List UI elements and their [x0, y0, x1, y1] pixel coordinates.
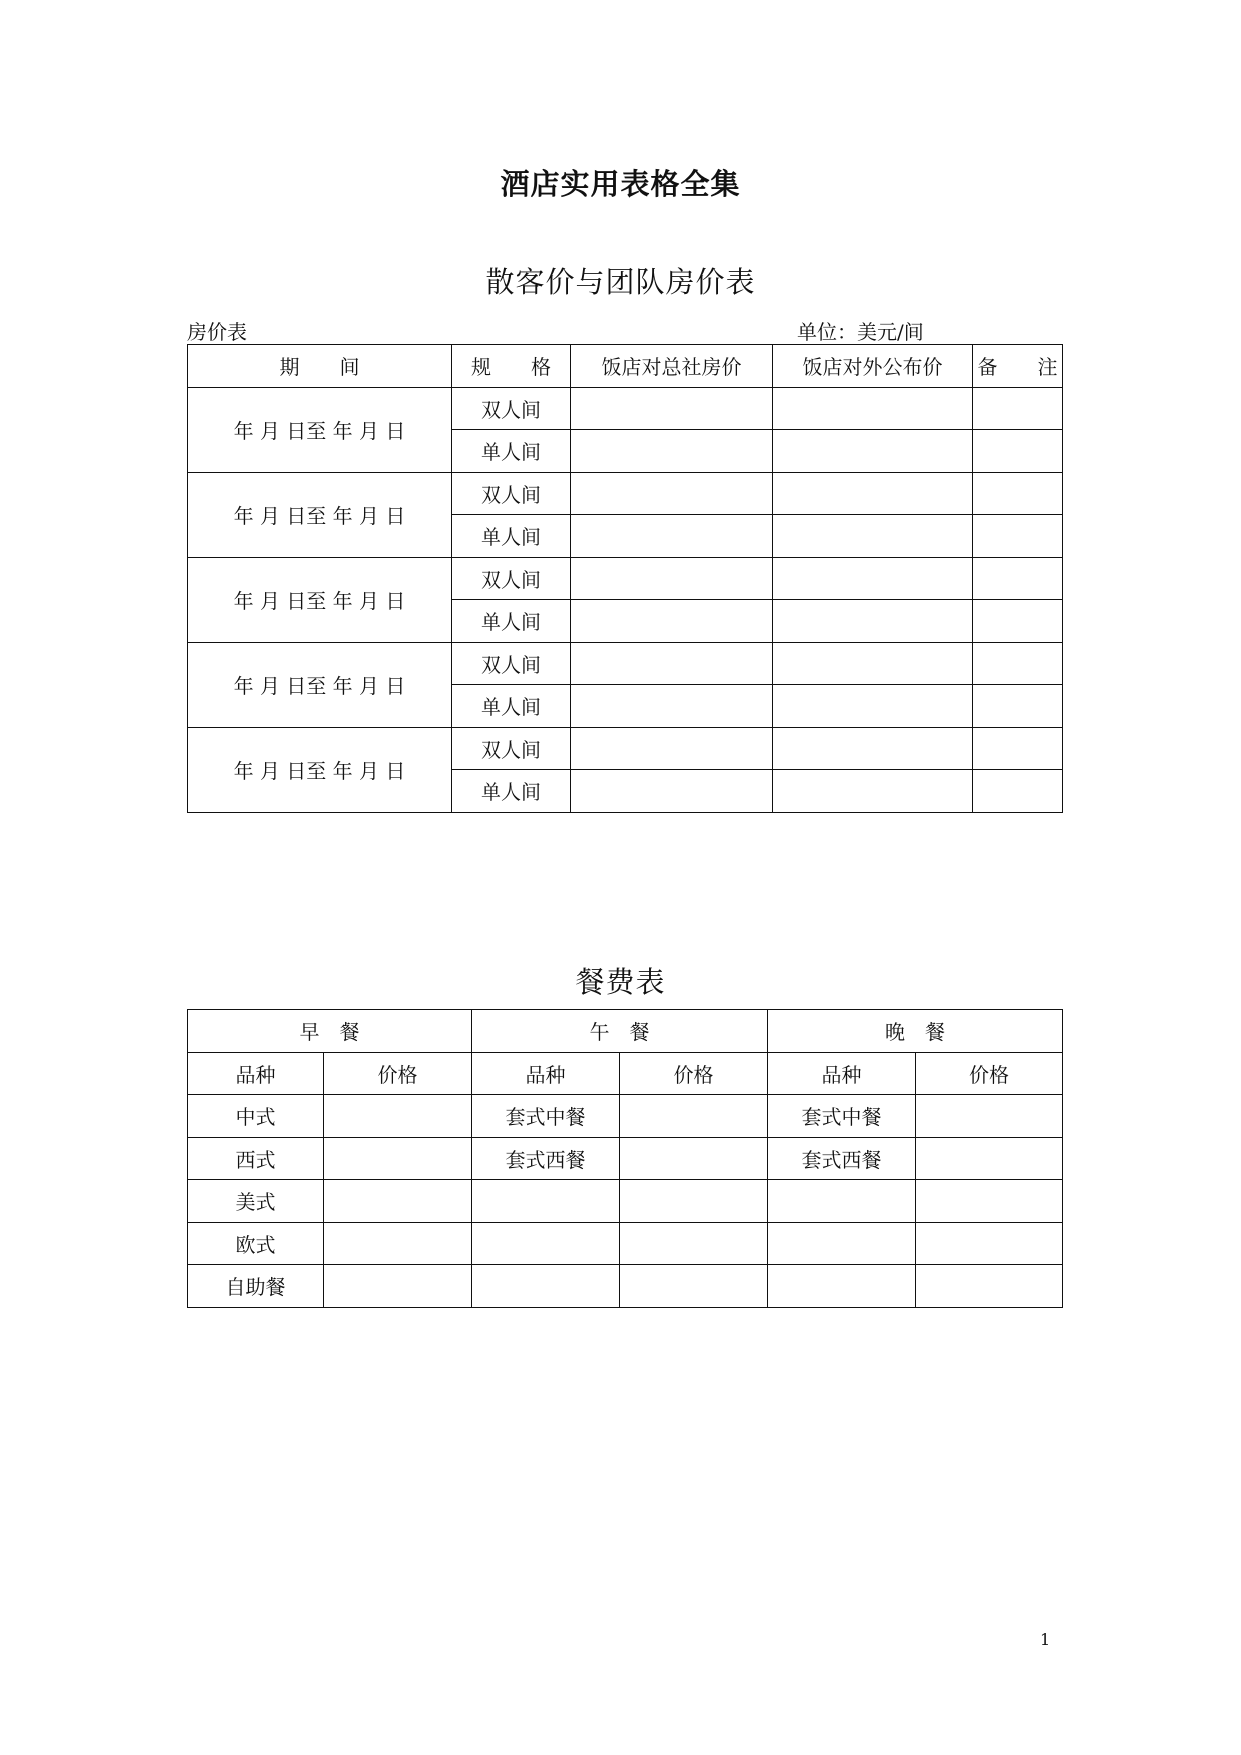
page-number: 1 [1040, 1630, 1051, 1649]
meal-item-cell: 美式 [188, 1180, 324, 1223]
meal-item-cell [472, 1180, 620, 1223]
table-row [188, 642, 1063, 685]
meal-fee-table-title: 餐费表 [575, 965, 666, 999]
dinner-header: 晚 餐 [768, 1010, 1063, 1053]
published-rate-cell [773, 472, 973, 515]
item-column-header: 品种 [188, 1052, 324, 1095]
meal-item-cell [768, 1180, 916, 1223]
meal-item-cell [768, 1222, 916, 1265]
agency-rate-cell [571, 557, 773, 600]
agency-rate-cell [571, 430, 773, 473]
room-type-cell: 单人间 [452, 515, 571, 558]
table-row [188, 387, 1063, 430]
meal-item-cell [768, 1265, 916, 1308]
room-type-cell: 单人间 [452, 600, 571, 643]
published-rate-cell [773, 685, 973, 728]
column-header: 备 注 [973, 345, 1063, 388]
meal-subheader-row [188, 1052, 1063, 1095]
column-header: 期 间 [188, 345, 452, 388]
agency-rate-cell [571, 387, 773, 430]
meal-item-cell: 中式 [188, 1095, 324, 1138]
meal-item-cell [472, 1265, 620, 1308]
room-type-cell: 单人间 [452, 430, 571, 473]
published-rate-cell [773, 387, 973, 430]
published-rate-cell [773, 430, 973, 473]
remarks-cell [973, 557, 1063, 600]
price-column-header: 价格 [916, 1052, 1063, 1095]
page-title: 酒店实用表格全集 [500, 167, 741, 201]
meal-item-cell [472, 1222, 620, 1265]
remarks-cell [973, 600, 1063, 643]
item-column-header: 品种 [472, 1052, 620, 1095]
meal-price-cell [620, 1095, 768, 1138]
meal-price-cell [620, 1222, 768, 1265]
meal-price-cell [916, 1137, 1063, 1180]
meal-price-cell [916, 1222, 1063, 1265]
period-cell: 年 月 日至 年 月 日 [188, 387, 452, 472]
meal-item-cell: 套式中餐 [768, 1095, 916, 1138]
meal-price-cell [916, 1095, 1063, 1138]
column-header: 饭店对外公布价 [773, 345, 973, 388]
room-rate-table [187, 344, 1063, 813]
breakfast-header: 早 餐 [188, 1010, 472, 1053]
room-type-cell: 双人间 [452, 642, 571, 685]
meal-item-cell: 套式西餐 [768, 1137, 916, 1180]
meal-price-cell [324, 1095, 472, 1138]
meal-price-cell [324, 1265, 472, 1308]
published-rate-cell [773, 515, 973, 558]
remarks-cell [973, 387, 1063, 430]
meal-price-cell [324, 1180, 472, 1223]
column-header: 饭店对总社房价 [571, 345, 773, 388]
meal-price-cell [620, 1180, 768, 1223]
period-cell: 年 月 日至 年 月 日 [188, 557, 452, 642]
remarks-cell [973, 727, 1063, 770]
published-rate-cell [773, 642, 973, 685]
meal-price-cell [916, 1265, 1063, 1308]
table-row [188, 1222, 1063, 1265]
price-column-header: 价格 [324, 1052, 472, 1095]
agency-rate-cell [571, 472, 773, 515]
table-row [188, 557, 1063, 600]
period-cell: 年 月 日至 年 月 日 [188, 472, 452, 557]
published-rate-cell [773, 727, 973, 770]
published-rate-cell [773, 600, 973, 643]
room-type-cell: 单人间 [452, 685, 571, 728]
meal-fee-table [187, 1009, 1063, 1308]
room-rate-caption: 房价表 [187, 320, 247, 344]
published-rate-cell [773, 557, 973, 600]
meal-item-cell: 套式西餐 [472, 1137, 620, 1180]
agency-rate-cell [571, 642, 773, 685]
item-column-header: 品种 [768, 1052, 916, 1095]
table-row [188, 727, 1063, 770]
remarks-cell [973, 430, 1063, 473]
lunch-header: 午 餐 [472, 1010, 768, 1053]
meal-item-cell: 套式中餐 [472, 1095, 620, 1138]
published-rate-cell [773, 770, 973, 813]
table-row [188, 1095, 1063, 1138]
table-row [188, 1265, 1063, 1308]
table-row [188, 1180, 1063, 1223]
room-type-cell: 双人间 [452, 557, 571, 600]
meal-item-cell: 自助餐 [188, 1265, 324, 1308]
meal-price-cell [620, 1137, 768, 1180]
column-header: 规 格 [452, 345, 571, 388]
period-cell: 年 月 日至 年 月 日 [188, 642, 452, 727]
table-row [188, 1137, 1063, 1180]
room-type-cell: 单人间 [452, 770, 571, 813]
agency-rate-cell [571, 685, 773, 728]
meal-item-cell: 西式 [188, 1137, 324, 1180]
meal-price-cell [620, 1265, 768, 1308]
meal-price-cell [324, 1222, 472, 1265]
period-cell: 年 月 日至 年 月 日 [188, 727, 452, 812]
remarks-cell [973, 515, 1063, 558]
table-row [188, 472, 1063, 515]
room-rate-header-row [188, 345, 1063, 388]
agency-rate-cell [571, 770, 773, 813]
remarks-cell [973, 642, 1063, 685]
meal-item-cell: 欧式 [188, 1222, 324, 1265]
room-type-cell: 双人间 [452, 727, 571, 770]
agency-rate-cell [571, 515, 773, 558]
remarks-cell [973, 685, 1063, 728]
room-rate-table-title: 散客价与团队房价表 [485, 265, 756, 299]
meal-header-row [188, 1010, 1063, 1053]
room-type-cell: 双人间 [452, 472, 571, 515]
room-type-cell: 双人间 [452, 387, 571, 430]
agency-rate-cell [571, 727, 773, 770]
meal-price-cell [916, 1180, 1063, 1223]
remarks-cell [973, 472, 1063, 515]
meal-price-cell [324, 1137, 472, 1180]
currency-unit-caption: 单位：美元/间 [797, 320, 924, 344]
agency-rate-cell [571, 600, 773, 643]
remarks-cell [973, 770, 1063, 813]
price-column-header: 价格 [620, 1052, 768, 1095]
